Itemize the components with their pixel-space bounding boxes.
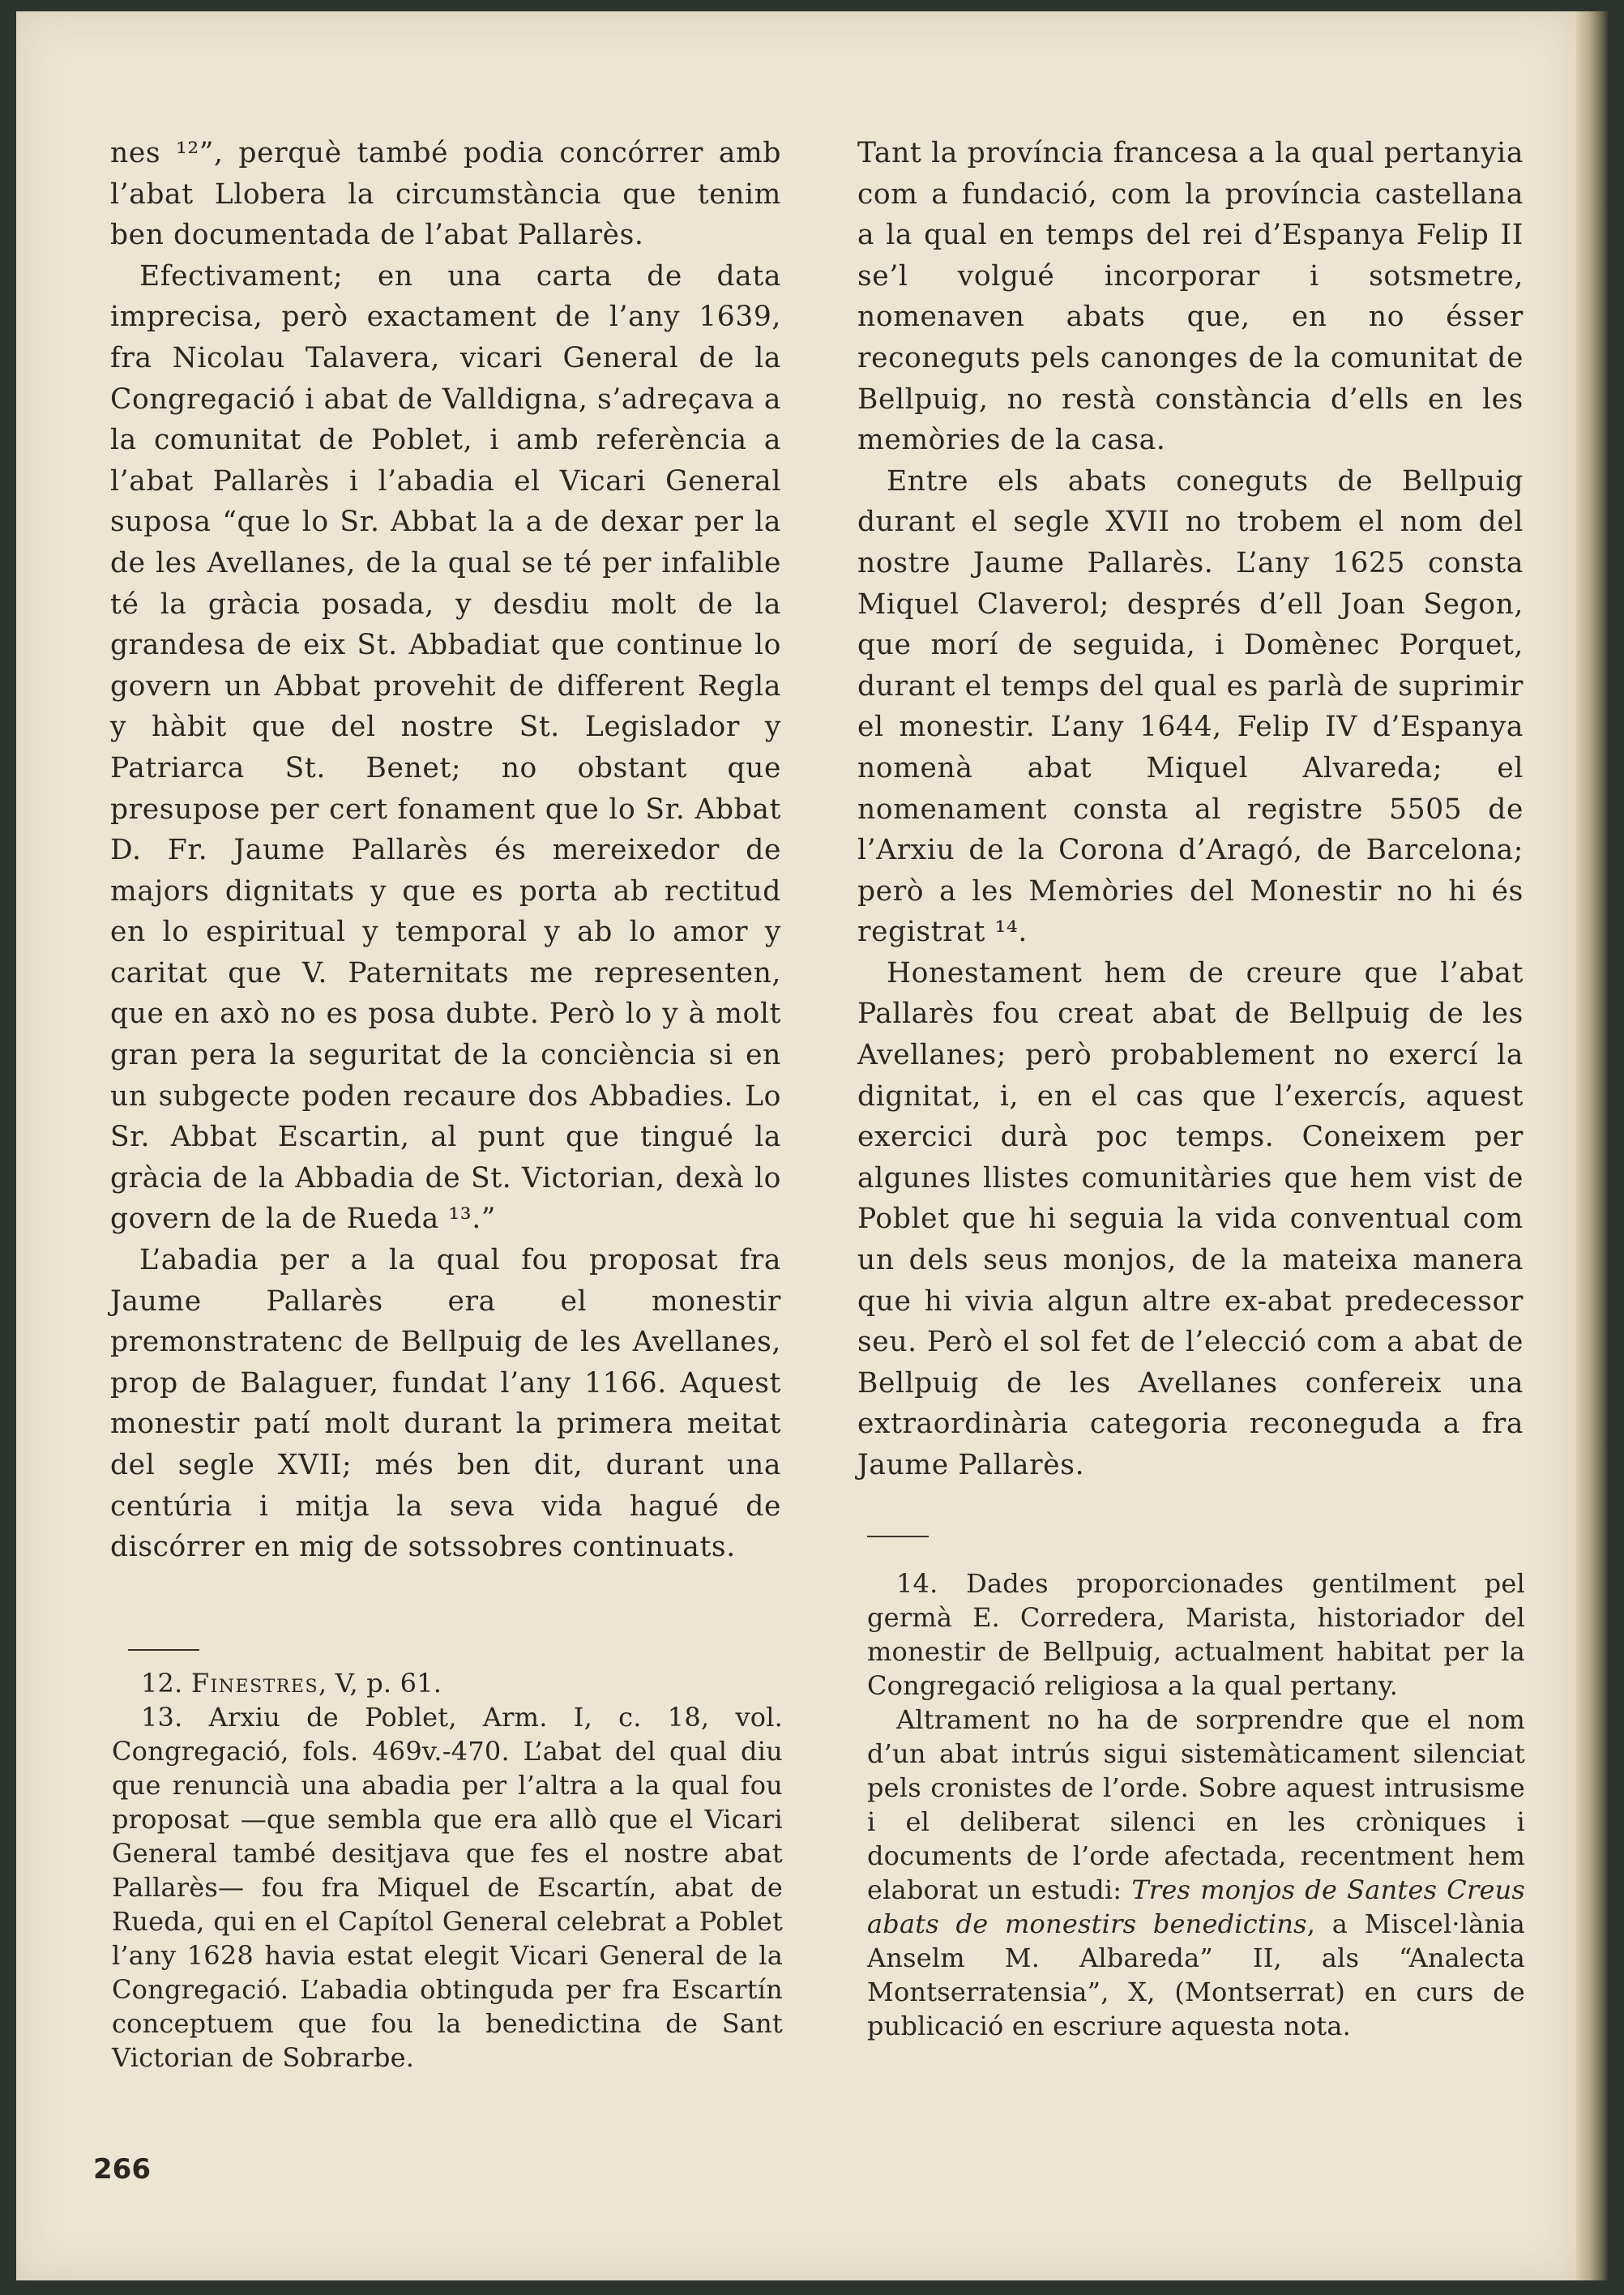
- footnote-14-text-a: Altrament no ha de sorprendre que el nom d’un abat intrús sigui sistemàticament silenciat pels cronistes de l’orde. Sobre aquest intrusisme i el deliberat silenci en les cròniques i documents de l’orde afectada, recentment hem elaborat un estudi:: [867, 1704, 1525, 1905]
- footnote-14-study-title: Tres monjos de Santes Creus abats de monestirs benedictins: [867, 1874, 1526, 1939]
- right-paragraph-1: Tant la província francesa a la qual pertanyia com a fundació, com la província castellana a la qual en temps del rei d’Espanya Felip II se’l volgué incorporar i sotsmetre, nomenaven abats que, en no ésser reconeguts pels canonges de la comunitat de Bellpuig, no restà constància d’ells en les memòries de la casa.: [857, 137, 1524, 457]
- left-paragraph-1: nes ¹²”, perquè també podia concórrer amb l’abat Llobera la circumstància que tenim ben documentada de l’abat Pallarès.: [110, 137, 781, 252]
- footnote-13: 13. Arxiu de Poblet, Arm. I, c. 18, vol. Congregació, fols. 469v.-470. L’abat del qual diu que renuncià una abadia per l’altra a la qual fou proposat —que sembla que era allò que el Vicari General també desitjava que fes el nostre abat Pallarès— fou fra Miquel de Escartín, abat de Rueda, qui en el Capítol General celebrat a Poblet l’any 1628 havia estat elegit Vicari General de la Congregació. L’abadia obtinguda per fra Escartín conceptuem que fou la benedictina de Sant Victorian de Sobrarbe.: [112, 1702, 783, 2073]
- left-column: [110, 133, 781, 1568]
- footnote-12-number: 12.: [141, 1668, 183, 1699]
- footnote-12-author: Finestres: [190, 1668, 319, 1699]
- footnote-12-reference: , V, p. 61.: [318, 1668, 442, 1699]
- right-column: [857, 133, 1524, 1486]
- left-footnote-rule: [128, 1649, 199, 1651]
- left-paragraph-2: Efectivament; en una carta de data imprecisa, però exactament de l’any 1639, fra Nicolau Talavera, vicari General de la Congregació i abat de Valldigna, s’adreçava a la comunitat de Poblet, i amb referència a l’abat Pallarès i l’abadia el Vicari General suposa “que lo Sr. Abbat la a de dexar per la de les Avellanes, de la qual se té per infalible té la gràcia posada, y desdiu molt de la grandesa de eix St. Abbadiat que continue lo govern un Abbat provehit de different Regla y hàbit que del nostre St. Legislador y Patriarca St. Benet; no obstant que presupose per cert fonament que lo Sr. Abbat D. Fr. Jaume Pallarès és mereixedor de majors dignitats y que es porta ab rectitud en lo espiritual y temporal y ab lo amor y caritat que V. Paternitats me representen, que en axò no es posa dubte. Però lo y à molt gran pera la seguritat de la conciència si en un subgecte poden recaure dos Abbadies. Lo Sr. Abbat Escartin, al punt que tingué la gràcia de la Abbadia de St. Victorian, dexà lo govern de la de Rueda ¹³.”: [110, 259, 781, 1236]
- footnote-14-continued: [867, 1703, 1525, 2043]
- book-spine: [1576, 11, 1609, 2280]
- right-footnotes: [867, 1566, 1525, 2043]
- footnote-12: [112, 1666, 783, 1700]
- page-number: 266: [93, 2153, 151, 2186]
- right-paragraph-2: Entre els abats coneguts de Bellpuig durant el segle XVII no trobem el nom del nostre Jaume Pallarès. L’any 1625 consta Miquel Claverol; després d’ell Joan Segon, que morí de seguida, i Domènec Porquet, durant el temps del qual es parlà de suprimir el monestir. L’any 1644, Felip IV d’Espanya nomenà abat Miquel Alvareda; el nomenament consta al registre 5505 de l’Arxiu de la Corona d’Aragó, de Barcelona; però a les Memòries del Monestir no hi és registrat ¹⁴.: [857, 464, 1524, 949]
- footnote-14-text-b: , a Miscel·lània Anselm M. Albareda” II, als “Analecta Montserratensia”, X, (Montserrat) en curs de publicació en escriure aquesta nota.: [867, 1908, 1525, 2041]
- footnote-14: 14. Dades proporcionades gentilment pel germà E. Corredera, Marista, historiador del monestir de Bellpuig, actualment habitat per la Congregació religiosa a la qual pertany.: [867, 1568, 1525, 1701]
- left-paragraph-3: L’abadia per a la qual fou proposat fra Jaume Pallarès era el monestir premonstratenc de Bellpuig de les Avellanes, prop de Balaguer, fundat l’any 1166. Aquest monestir patí molt durant la primera meitat del segle XVII; més ben dit, durant una centúria i mitja la seva vida hagué de discórrer en mig de sotssobres continuats.: [110, 1244, 781, 1564]
- right-footnote-rule: [867, 1536, 929, 1537]
- left-footnotes: [112, 1666, 783, 2075]
- right-paragraph-3: Honestament hem de creure que l’abat Pallarès fou creat abat de Bellpuig de les Avellanes; però probablement no exercí la dignitat, i, en el cas que l’exercís, aquest exercici durà poc temps. Coneixem per algunes llistes comunitàries que hem vist de Poblet que hi seguia la vida conventual com un dels seus monjos, de la mateixa manera que hi vivia algun altre ex-abat predecessor seu. Però el sol fet de l’elecció com a abat de Bellpuig de les Avellanes confereix una extraordinària categoria reconeguda a fra Jaume Pallarès.: [857, 956, 1524, 1481]
